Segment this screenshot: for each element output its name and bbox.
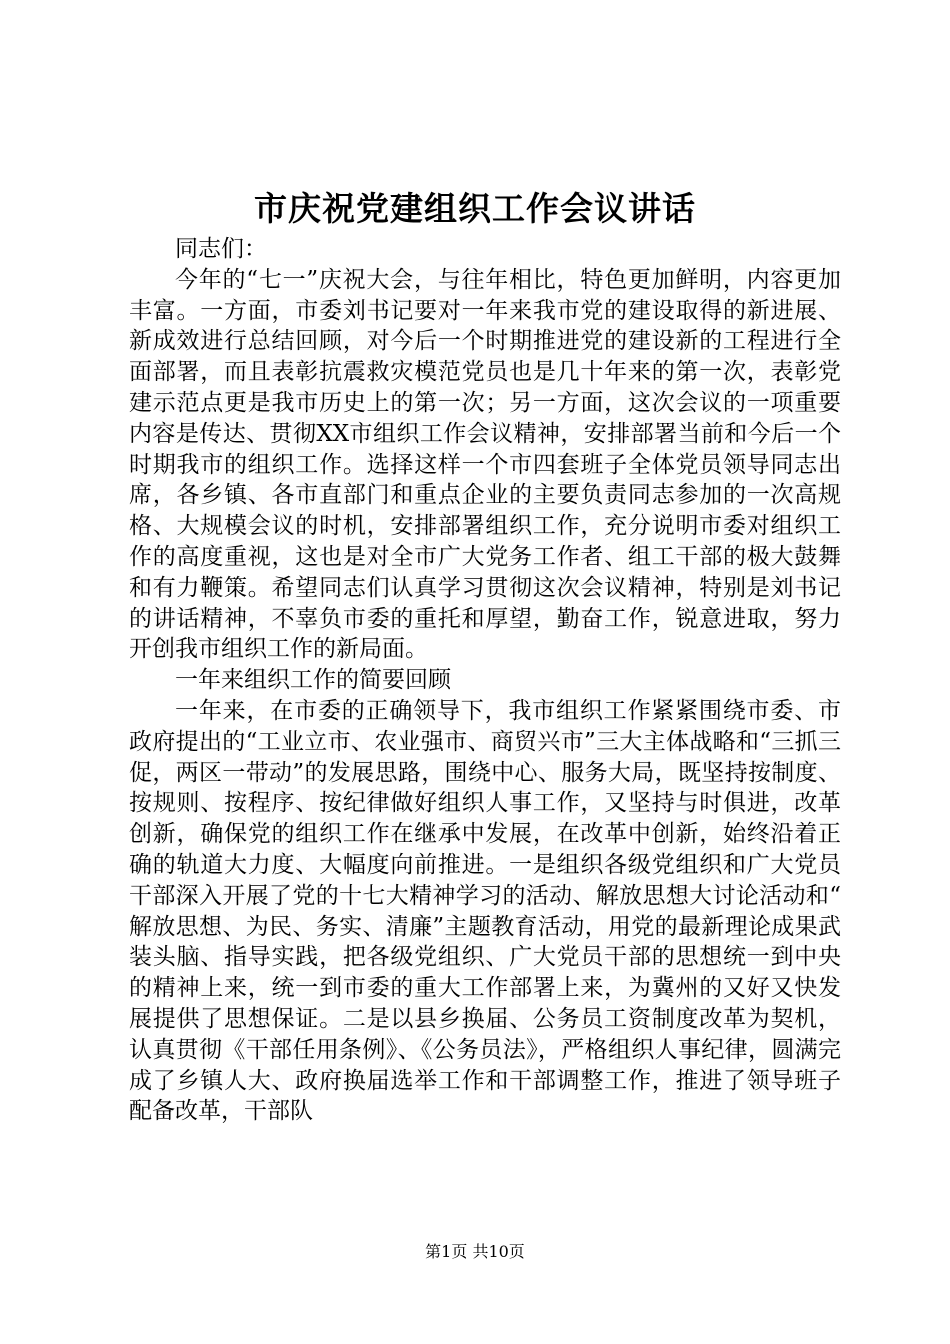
intro-paragraph: 今年的“七一”庆祝大会，与往年相比，特色更加鲜明，内容更加丰富。一方面，市委刘书记要对一年来我市党的建设取得的新进展、新成效进行总结回顾，对今后一个时期推进党的建设新的工程进行全面部署，而且表彰抗震救灾模范党员也是几十年来的第一次，表彰党建示范点更是我市历史上的第一次；另一方面，这次会议的一项重要内容是传达、贯彻XX市组织工作会议精神，安排部署当前和今后一个时期我市的组织工作。选择这样一个市四套班子全体党员领导同志出席，各乡镇、各市直部门和重点企业的主要负责同志参加的一次高规格、大规模会议的时机，安排部署组织工作，充分说明市委对组织工作的高度重视，这也是对全市广大党务工作者、组工干部的极大鼓舞和有力鞭策。希望同志们认真学习贯彻这次会议精神，特别是刘书记的讲话精神，不辜负市委的重托和厚望，勤奋工作，锐意进取，努力开创我市组织工作的新局面。	[129, 266, 841, 663]
salutation-paragraph: 同志们：	[175, 236, 267, 262]
page-number-footer	[0, 1241, 950, 1263]
document-body	[129, 234, 841, 1127]
section-heading: 一年来组织工作的简要回顾	[175, 667, 451, 694]
document-title: 市庆祝党建组织工作会议讲话	[254, 189, 696, 228]
page-number-label: 第1页 共10页	[425, 1242, 525, 1261]
review-paragraph: 一年来，在市委的正确领导下，我市组织工作紧紧围绕市委、市政府提出的“工业立市、农业强市、商贸兴市”三大主体战略和“三抓三促，两区一带动”的发展思路，围绕中心、服务大局，既坚持按制度、按规则、按程序、按纪律做好组织人事工作，又坚持与时俱进，改革创新，确保党的组织工作在继承中发展，在改革中创新，始终沿着正确的轨道大力度、大幅度向前推进。一是组织各级党组织和广大党员干部深入开展了党的十七大精神学习的活动、解放思想大讨论活动和“解放思想、为民、务实、清廉”主题教育活动，用党的最新理论成果武装头脑、指导实践，把各级党组织、广大党员干部的思想统一到中央的精神上来，统一到市委的重大工作部署上来，为冀州的又好又快发展提供了思想保证。二是以县乡换届、公务员工资制度改革为契机，认真贯彻《干部任用条例》、《公务员法》，严格组织人事纪律，圆满完成了乡镇人大、政府换届选举工作和干部调整工作，推进了领导班子配备改革，干部队	[129, 697, 841, 1125]
